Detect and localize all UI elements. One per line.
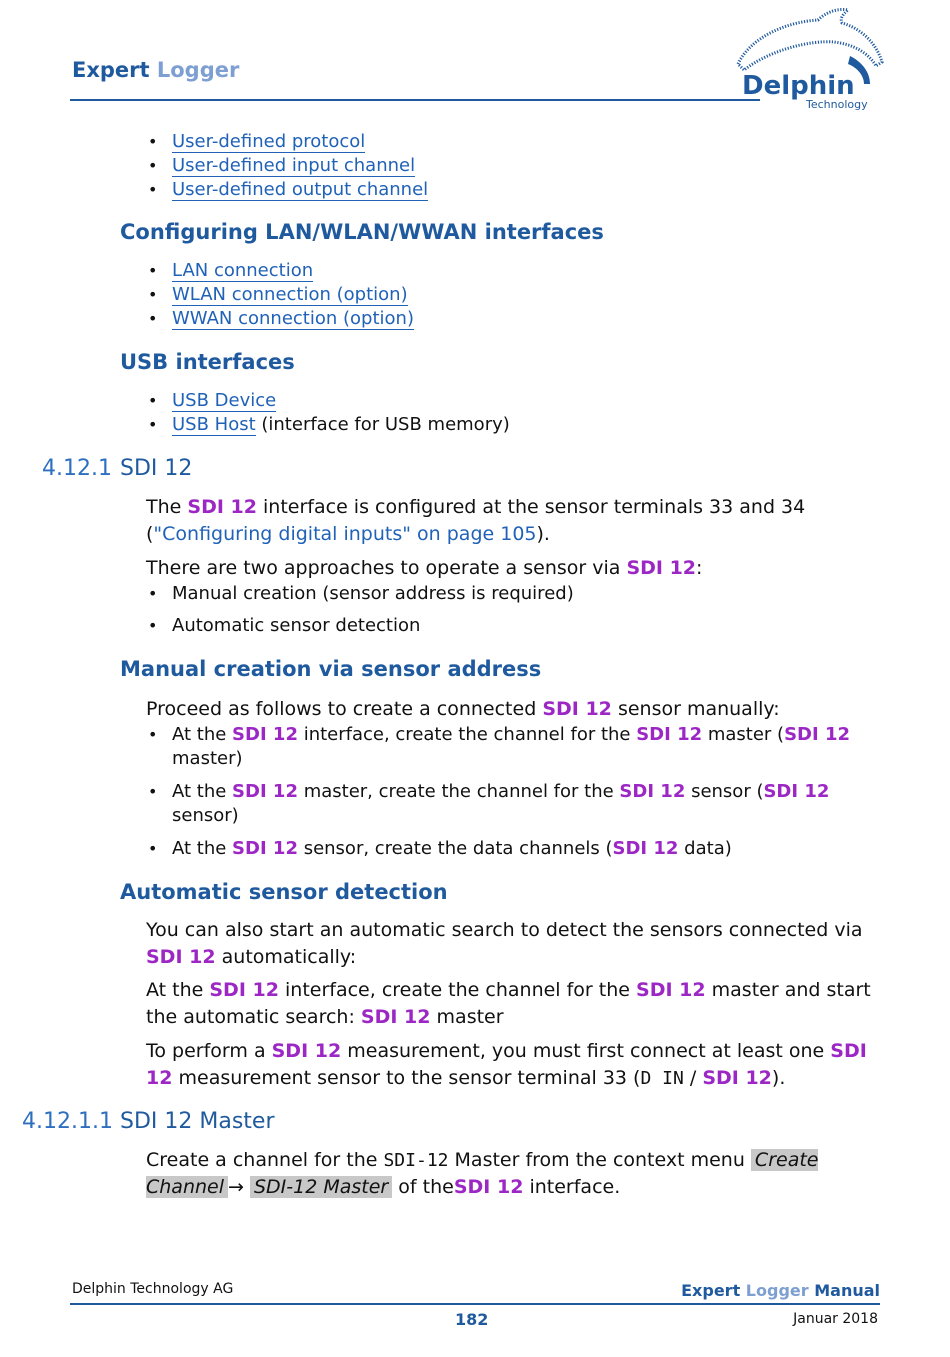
- link-user-defined-protocol[interactable]: User-defined protocol: [172, 131, 366, 152]
- sdi12-keyword: SDI 12: [612, 838, 679, 859]
- list-item: • Manual creation (sensor address is required): [146, 582, 574, 606]
- sdi12-keyword: SDI 12: [271, 1040, 342, 1062]
- list-item: [146, 178, 428, 202]
- text-run: sensor manually:: [611, 698, 780, 720]
- text-run: sensor, create the data channels (: [297, 838, 613, 859]
- header-rule: [70, 99, 760, 101]
- header-title-word1: Expert: [72, 58, 150, 82]
- text-run: interface, create the channel for the: [297, 724, 637, 745]
- section-number-sdi12-master: 4.12.1.1: [22, 1109, 113, 1134]
- section-title-sdi12-master: SDI 12 Master: [120, 1109, 275, 1134]
- sdi12-keyword: SDI 12: [360, 1006, 431, 1028]
- menu-path-sdi12-master: SDI-12 Master: [250, 1176, 392, 1198]
- list-item: [146, 780, 880, 828]
- text-run: To perform a: [146, 1040, 272, 1062]
- footer-manual-word3: Manual: [814, 1281, 880, 1300]
- text-run: Master from the context menu: [448, 1149, 751, 1171]
- link-wlan-connection[interactable]: WLAN connection (option): [172, 284, 408, 305]
- sdi12-approaches-paragraph: [146, 555, 876, 582]
- link-wwan-connection[interactable]: WWAN connection (option): [172, 308, 414, 329]
- text-run: interface, create the channel for the: [278, 979, 637, 1001]
- sdi12-keyword: SDI 12: [702, 1067, 772, 1089]
- text-run: of the: [392, 1176, 454, 1198]
- manual-intro-paragraph: [146, 696, 876, 723]
- section-title-sdi12: SDI 12: [120, 456, 193, 481]
- sdi12-keyword: SDI 12: [146, 1040, 867, 1089]
- text-run: master: [430, 1006, 504, 1028]
- text-run: /: [683, 1067, 703, 1089]
- sdi12-keyword: SDI 12: [763, 781, 830, 802]
- heading-automatic-detection: Automatic sensor detection: [120, 880, 448, 904]
- sdi12-keyword: SDI 12: [187, 496, 257, 518]
- master-paragraph: [146, 1147, 876, 1201]
- list-item: [146, 154, 428, 178]
- link-user-defined-output-channel[interactable]: User-defined output channel: [172, 179, 429, 200]
- list-item: [146, 837, 880, 861]
- footer-company: Delphin Technology AG: [72, 1281, 234, 1297]
- arrow-right-icon: →: [228, 1176, 244, 1198]
- text-run: There are two approaches to operate a sensor via: [146, 557, 627, 579]
- approach-list: [146, 582, 574, 638]
- list-item: [146, 723, 880, 771]
- header-title: [72, 58, 239, 82]
- sdi12-keyword: SDI 12: [453, 1176, 524, 1198]
- text-run: Create a channel for the: [146, 1149, 384, 1171]
- text-run: ).: [536, 523, 550, 545]
- text-run: master): [172, 748, 243, 769]
- auto-measurement-paragraph: [146, 1038, 876, 1092]
- text-run: data): [678, 838, 732, 859]
- sdi12-keyword: SDI 12: [146, 946, 216, 968]
- text-run: Proceed as follows to create a connected: [146, 698, 543, 720]
- sdi12-keyword: SDI 12: [784, 724, 851, 745]
- text-run: sensor): [172, 805, 239, 826]
- auto-intro-paragraph: [146, 917, 876, 971]
- heading-lan-interfaces: Configuring LAN/WLAN/WWAN interfaces: [120, 220, 604, 244]
- text-run: At the: [146, 979, 210, 1001]
- text-run: You can also start an automatic search to detect the sensors connected via: [146, 919, 863, 941]
- sdi12-keyword: SDI 12: [626, 557, 697, 579]
- text-run: interface.: [523, 1176, 621, 1198]
- link-configuring-digital-inputs[interactable]: "Configuring digital inputs" on page 105: [153, 523, 537, 545]
- sdi12-keyword: SDI 12: [232, 781, 298, 802]
- list-item: [146, 130, 428, 154]
- logo-subtext: Technology: [806, 98, 868, 111]
- sdi12-keyword: SDI 12: [232, 838, 298, 859]
- list-item: [146, 259, 414, 283]
- delphin-logo: [730, 6, 890, 114]
- section-number-sdi12: 4.12.1: [42, 456, 112, 481]
- text-run: automatically:: [215, 946, 357, 968]
- usb-host-note: (interface for USB memory): [255, 414, 510, 435]
- list-item: [146, 413, 510, 437]
- sdi12-keyword: SDI 12: [636, 724, 703, 745]
- user-defined-link-list: [146, 130, 428, 202]
- text-run: sensor (: [685, 781, 764, 802]
- text-run: :: [696, 557, 703, 579]
- link-lan-connection[interactable]: LAN connection: [172, 260, 314, 281]
- text-run: At the: [172, 838, 233, 859]
- text-run: At the: [172, 724, 233, 745]
- sdi12-keyword: SDI 12: [619, 781, 686, 802]
- manual-steps-list: [146, 723, 880, 861]
- link-usb-device[interactable]: USB Device: [172, 390, 277, 411]
- menu-path-create-channel: Create Channel: [146, 1149, 819, 1198]
- text-run: The: [146, 496, 188, 518]
- lan-link-list: [146, 259, 414, 331]
- dolphin-shape-icon: [738, 9, 882, 70]
- text-run: master, create the channel for the: [297, 781, 620, 802]
- din-terminal-label: D IN: [640, 1068, 684, 1089]
- sdi12-keyword: SDI 12: [636, 979, 706, 1001]
- list-item: [146, 307, 414, 331]
- auto-steps-paragraph: [146, 977, 876, 1031]
- text-run: At the: [172, 781, 233, 802]
- list-item: [146, 389, 510, 413]
- footer-manual-title: [681, 1281, 880, 1300]
- link-usb-host[interactable]: USB Host: [172, 414, 256, 435]
- sdi12-keyword: SDI 12: [209, 979, 279, 1001]
- sdi12-keyword: SDI 12: [542, 698, 612, 720]
- footer-manual-word2: Logger: [745, 1281, 809, 1300]
- heading-usb-interfaces: USB interfaces: [120, 350, 295, 374]
- text-run: measurement, you must first connect at least one: [341, 1040, 831, 1062]
- header-title-word2: Logger: [156, 58, 240, 82]
- list-item: [146, 283, 414, 307]
- page-number: 182: [455, 1310, 489, 1329]
- link-user-defined-input-channel[interactable]: User-defined input channel: [172, 155, 416, 176]
- text-run: master and start the automatic search:: [146, 979, 871, 1028]
- footer-date: Januar 2018: [793, 1311, 878, 1327]
- sdi12-keyword: SDI 12: [232, 724, 298, 745]
- footer-manual-word1: Expert: [681, 1281, 741, 1300]
- usb-link-list: [146, 389, 510, 437]
- text-run: interface is configured at the sensor terminals 33 and 34 (: [146, 496, 806, 545]
- text-run: measurement sensor to the sensor terminal 33 (: [172, 1067, 641, 1089]
- list-item: • Automatic sensor detection: [146, 614, 574, 638]
- footer-rule: [70, 1303, 880, 1305]
- logo-text: Delphin: [742, 71, 855, 101]
- text-run: master (: [702, 724, 785, 745]
- text-run: ).: [771, 1067, 786, 1089]
- heading-manual-creation: Manual creation via sensor address: [120, 657, 542, 681]
- sdi12-mono-text: SDI-12: [383, 1150, 449, 1171]
- sdi12-intro-paragraph: [146, 494, 876, 548]
